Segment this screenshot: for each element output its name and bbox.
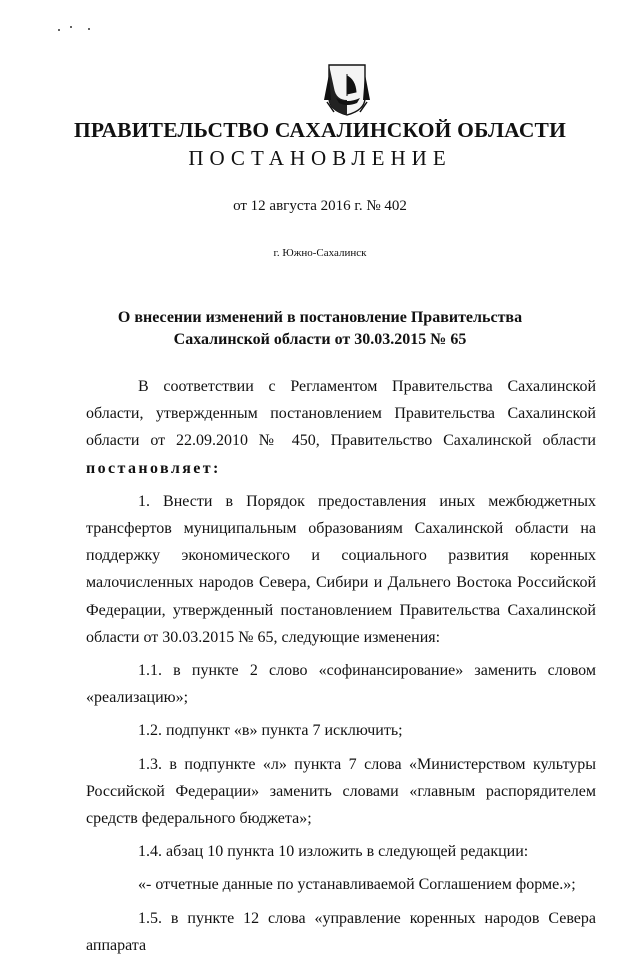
resolves-word: постановляет: — [86, 459, 221, 477]
preamble-text: В соответствии с Регламентом Правительства Сахалинской области, утвержденным постановлением Правительства Сахалинской области от 22.09.2010 № 450, Правительство Сахалинской области — [86, 378, 596, 450]
title-line-2: Сахалинской области от 30.03.2015 № 65 — [173, 331, 467, 348]
item-1-3: 1.3. в подпункте «л» пункта 7 слова «Министерством культуры Российской Федерации» заменить словами «главным распорядителем средств федерального бюджета»; — [86, 755, 596, 828]
item-1-4-quote: «- отчетные данные по устанавливаемой Соглашением форме.»; — [138, 876, 576, 894]
preamble-paragraph — [86, 373, 596, 482]
item-1-4: 1.4. абзац 10 пункта 10 изложить в следующей редакции: — [138, 843, 529, 861]
document-title — [0, 307, 640, 351]
document-dateline: от 12 августа 2016 г. № 402 — [233, 198, 407, 214]
item-1-5: 1.5. в пункте 12 слова «управление коренных народов Севера аппарата — [86, 909, 596, 954]
item-1-1: 1.1. в пункте 2 слово «софинансирование» заменить словом «реализацию»; — [86, 662, 596, 707]
sakhalin-coat-of-arms-icon — [322, 60, 372, 118]
title-line-1: О внесении изменений в постановление Правительства — [117, 309, 523, 326]
document-type: ПОСТАНОВЛЕНИЕ — [188, 146, 452, 170]
item-1: 1. Внести в Порядок предоставления иных межбюджетных трансфертов муниципальным образованиям Сахалинской области на поддержку экономического и социального развития коренных малочисленных народов Севера, Сибири и Дальнего Востока Российской Федерации, утвержденный постановлением Правительства Сахалинской области от 30.03.2015 № 65, следующие изменения: — [86, 492, 596, 646]
scan-artifact-dots — [58, 26, 92, 32]
government-name: ПРАВИТЕЛЬСТВО САХАЛИНСКОЙ ОБЛАСТИ — [73, 118, 567, 142]
item-1-2: 1.2. подпункт «в» пункта 7 исключить; — [138, 722, 403, 740]
document-city: г. Южно-Сахалинск — [273, 247, 367, 259]
document-body — [86, 373, 596, 959]
